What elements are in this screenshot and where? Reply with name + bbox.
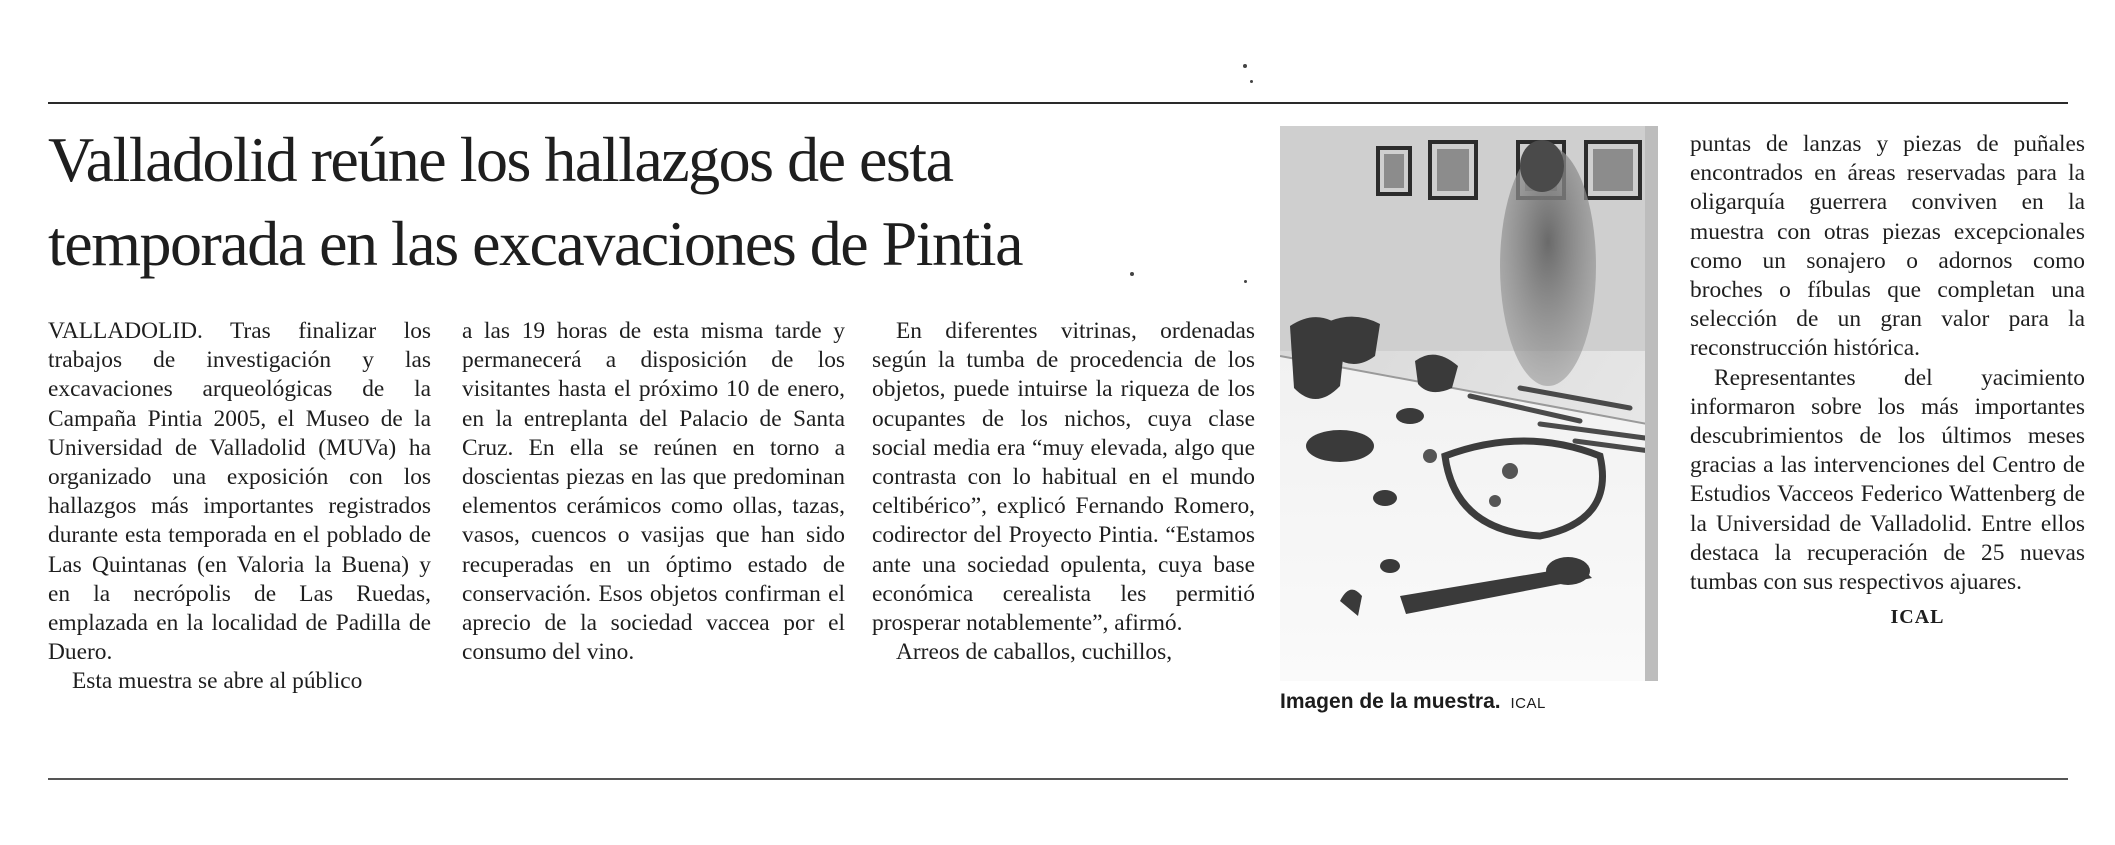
photo-caption bbox=[1280, 690, 1680, 714]
exhibition-photo bbox=[1280, 126, 1658, 681]
paragraph: puntas de lanzas y piezas de puñales encontrados en áreas reservadas para la oligarquía guerrera conviven en la muestra con otras piezas excepcionales como un sonajero o adornos como broches o fíbulas que completan una selección de un gran valor para la reconstrucción histórica. bbox=[1690, 131, 2085, 362]
headline bbox=[48, 118, 1238, 286]
scan-speck bbox=[1243, 64, 1247, 68]
headline-line-2: temporada en las excavaciones de Pintia bbox=[48, 208, 1022, 279]
exhibition-photo-image bbox=[1280, 126, 1658, 681]
article-signature: ICAL bbox=[1890, 606, 1945, 629]
paragraph: Arreos de caballos, cuchillos, bbox=[896, 639, 1173, 666]
scan-speck bbox=[1244, 280, 1247, 283]
photo-caption-text: Imagen de la muestra. bbox=[1280, 690, 1501, 713]
photo-credit: ICAL bbox=[1510, 695, 1546, 712]
paragraph: VALLADOLID. Tras finalizar los trabajos de investigación y las excavaciones arqueológicas de la Campaña Pintia 2005, el Museo de la Universidad de Valladolid (MUVa) ha organizado una exposición con los hallazgos más importantes registrados durante esta temporada en el poblado de Las Quintanas (en Valoria la Buena) y en la necrópolis de Las Ruedas, emplazada en la localidad de Padilla de Duero. bbox=[48, 318, 431, 666]
headline-line-1: Valladolid reúne los hallazgos de esta bbox=[48, 124, 953, 195]
article-column-4 bbox=[1690, 130, 2085, 632]
bottom-rule bbox=[48, 778, 2068, 780]
scan-speck bbox=[1250, 80, 1253, 83]
paragraph: En diferentes vitrinas, ordenadas según la tumba de procedencia de los objetos, puede intuirse la riqueza de los ocupantes de los nichos, cuya clase social media era “muy elevada, algo que contrasta con lo habitual en el mundo celtibérico”, explicó Fernando Romero, codirector del Proyecto Pintia. “Estamos ante una sociedad opulenta, cuya base económica cerealista les permitió prosperar notablemente”, afirmó. bbox=[872, 318, 1255, 637]
paragraph: a las 19 horas de esta misma tarde y permanecerá a disposición de los visitantes hasta el próximo 10 de enero, en la entreplanta del Palacio de Santa Cruz. En ella se reúnen en torno a doscientas piezas en las que predominan elementos cerámicos como ollas, tazas, vasos, cuencos o vasijas que han sido recuperadas en un óptimo estado de conservación. Esos objetos confirman el aprecio de la sociedad vaccea por el consumo del vino. bbox=[462, 318, 845, 666]
article-column-1 bbox=[48, 317, 431, 697]
top-rule bbox=[48, 102, 2068, 104]
paragraph: Representantes del yacimiento informaron sobre los más importantes descubrimientos de los últimos meses gracias a las intervenciones del Centro de Estudios Vacceos Federico Wattenberg de la Universidad de Valladolid. Entre ellos destaca la recuperación de 25 nuevas tumbas con sus respectivos ajuares. bbox=[1690, 364, 2085, 596]
article-column-3 bbox=[872, 317, 1255, 667]
scan-speck bbox=[1130, 272, 1134, 276]
article-column-2 bbox=[462, 317, 845, 667]
paragraph: Esta muestra se abre al público bbox=[72, 668, 363, 695]
